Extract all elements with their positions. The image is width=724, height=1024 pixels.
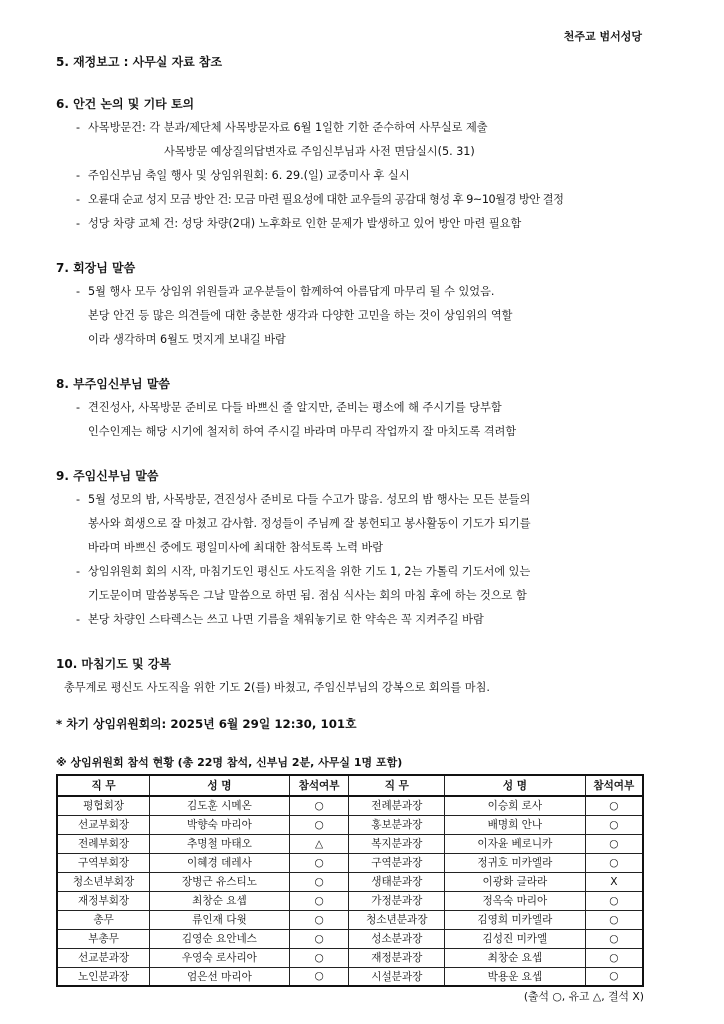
attendance-table: [56, 774, 644, 987]
cell-attendance: ○: [585, 815, 643, 834]
section-6-item-4: 성당 차량 교체 건: 성당 차량(2대) 노후화로 인한 문제가 발생하고 있어 방안 마련 필요함: [88, 217, 522, 230]
cell-name: 추명철 마태오: [150, 834, 290, 853]
cell-attendance: ○: [585, 948, 643, 967]
minutes-body: [56, 52, 644, 1006]
cell-name: 최창순 요셉: [150, 891, 290, 910]
section-9-b-line-2: 기도문이며 말씀봉독은 그날 말씀으로 하면 됨. 점심 식사는 회의 마침 후에 하는 것으로 함: [88, 589, 527, 602]
table-row: [57, 891, 643, 910]
cell-attendance: ○: [585, 834, 643, 853]
list-item: - 상임위원회 회의 시작, 마침기도인 평신도 사도직을 위한 기도 1, 2는 가톨릭 기도서에 있는 기도문이며 말씀봉독은 그날 말씀으로 하면 됨. 점심 식사는 회의 마침 후에 하는 것으로 함: [56, 560, 644, 608]
cell-name: 이자윤 베로니카: [445, 834, 586, 853]
cell-name: 최창순 요셉: [445, 948, 586, 967]
cell-attendance: ○: [289, 910, 349, 929]
section-9-b-line-1: 상임위원회 회의 시작, 마침기도인 평신도 사도직을 위한 기도 1, 2는 가톨릭 기도서에 있는: [88, 565, 531, 578]
cell-name: 김영순 요안네스: [150, 929, 290, 948]
cell-attendance: ○: [289, 948, 349, 967]
section-10-title: 10. 마침기도 및 강복: [56, 657, 171, 671]
table-row: [57, 853, 643, 872]
list-item: - 견진성사, 사목방문 준비로 다들 바쁘신 줄 알지만, 준비는 평소에 해 주시기를 당부함 인수인계는 해당 시기에 철저히 하여 주시길 바라며 마무리 작업까지 잘 마치도록 격려함: [56, 396, 644, 444]
cell-role: 노인분과장: [57, 967, 150, 986]
cell-attendance: ○: [585, 929, 643, 948]
cell-name: 박용운 요셉: [445, 967, 586, 986]
cell-attendance: ○: [289, 796, 349, 815]
header-attendance: 참석여부: [289, 775, 349, 796]
cell-name: 김성진 미카엘: [445, 929, 586, 948]
section-7: [56, 258, 644, 352]
table-row: [57, 796, 643, 815]
cell-role: 선교분과장: [57, 948, 150, 967]
cell-role: 시설분과장: [349, 967, 445, 986]
header-name: 성 명: [445, 775, 586, 796]
cell-role: 청소년분과장: [349, 910, 445, 929]
cell-name: 장병근 유스티노: [150, 872, 290, 891]
cell-attendance: ○: [289, 891, 349, 910]
cell-name: 이승희 로사: [445, 796, 586, 815]
cell-name: 배명희 안나: [445, 815, 586, 834]
cell-attendance: ○: [585, 891, 643, 910]
section-7-line-3: 이라 생각하며 6월도 멋지게 보내길 바람: [88, 333, 286, 346]
cell-attendance: ○: [289, 815, 349, 834]
table-row: [57, 967, 643, 986]
list-item: - 성당 차량 교체 건: 성당 차량(2대) 노후화로 인한 문제가 발생하고 있어 방안 마련 필요함: [56, 212, 644, 236]
cell-attendance: ○: [585, 796, 643, 815]
cell-name: 김영희 미카엘라: [445, 910, 586, 929]
cell-attendance: ○: [289, 872, 349, 891]
section-10: [56, 654, 644, 700]
cell-role: 청소년부회장: [57, 872, 150, 891]
section-6-title: 6. 안건 논의 및 기타 토의: [56, 97, 195, 111]
section-7-line-2: 본당 안건 등 많은 의견들에 대한 충분한 생각과 다양한 고민을 하는 것이 상임위의 역할: [88, 309, 513, 322]
section-5-title: 5. 재정보고 : 사무실 자료 참조: [56, 55, 223, 69]
section-6-item-1b: 사목방문 예상질의답변자료 주임신부님과 사전 면담실시(5. 31): [164, 145, 475, 158]
section-5: [56, 52, 644, 72]
header-attendance: 참석여부: [585, 775, 643, 796]
section-6-item-1: 사목방문건: 각 분과/제단체 사목방문자료 6월 1일한 기한 준수하여 사무실로 제출: [88, 121, 488, 134]
attendance-body: [57, 796, 643, 986]
cell-name: 정귀호 미카엘라: [445, 853, 586, 872]
cell-attendance: ○: [289, 967, 349, 986]
cell-role: 부총무: [57, 929, 150, 948]
cell-role: 성소분과장: [349, 929, 445, 948]
next-meeting: * 차기 상임위원회의: 2025년 6월 29일 12:30, 101호: [56, 717, 357, 731]
section-6-item-3: 오륜대 순교 성지 모금 방안 건: 모금 마련 필요성에 대한 교우들의 공감대 형성 후 9~10월경 방안 결정: [88, 193, 564, 206]
cell-name: 정옥숙 마리아: [445, 891, 586, 910]
table-row: [57, 948, 643, 967]
table-row: [57, 834, 643, 853]
cell-name: 류인재 다윗: [150, 910, 290, 929]
section-8: [56, 374, 644, 444]
section-6: [56, 94, 644, 236]
cell-name: 이광화 글라라: [445, 872, 586, 891]
cell-role: 가정분과장: [349, 891, 445, 910]
cell-role: 홍보분과장: [349, 815, 445, 834]
cell-role: 선교부회장: [57, 815, 150, 834]
cell-name: 이혜경 데레사: [150, 853, 290, 872]
cell-attendance: ○: [585, 853, 643, 872]
attendance-title: ※ 상임위원회 참석 현황 (총 22명 참석, 신부님 2분, 사무실 1명 포함): [56, 756, 403, 769]
list-item: - 5월 행사 모두 상임위 위원들과 교우분들이 함께하여 아름답게 마무리 될 수 있었음. 본당 안건 등 많은 의견들에 대한 충분한 생각과 다양한 고민을 하는 것이 상임위의 역할 이라 생각하며 6월도 멋지게 보내길 바람: [56, 280, 644, 352]
section-6-item-2: 주임신부님 축일 행사 및 상임위원회: 6. 29.(일) 교중미사 후 실시: [88, 169, 410, 182]
section-8-line-2: 인수인계는 해당 시기에 철저히 하여 주시길 바라며 마무리 작업까지 잘 마치도록 격려함: [88, 425, 517, 438]
cell-role: 전례분과장: [349, 796, 445, 815]
organization-name: 천주교 범서성당: [563, 30, 642, 43]
list-item: - 주임신부님 축일 행사 및 상임위원회: 6. 29.(일) 교중미사 후 실시: [56, 164, 644, 188]
list-item: - 5월 성모의 밤, 사목방문, 견진성사 준비로 다들 수고가 많음. 성모의 밤 행사는 모든 분들의 봉사와 희생으로 잘 마쳤고 감사함. 정성들이 주님께 잘 봉헌되고 봉사활동이 기도가 되기를 바라며 바쁘신 중에도 평일미사에 최대한 참석토록 노력 바람: [56, 488, 644, 560]
attendance-header-row: [57, 775, 643, 796]
cell-attendance: ○: [289, 929, 349, 948]
section-10-line-1: 총무계로 평신도 사도직을 위한 기도 2(를) 바쳤고, 주임신부님의 강복으로 회의를 마침.: [64, 681, 490, 694]
table-row: [57, 910, 643, 929]
table-row: [57, 929, 643, 948]
section-9-a-line-2: 봉사와 희생으로 잘 마쳤고 감사함. 정성들이 주님께 잘 봉헌되고 봉사활동이 기도가 되기를: [88, 517, 531, 530]
list-item: - 본당 차량인 스타렉스는 쓰고 나면 기름을 채워놓기로 한 약속은 꼭 지켜주길 바람: [56, 608, 644, 632]
cell-role: 구역부회장: [57, 853, 150, 872]
section-7-title: 7. 회장님 말씀: [56, 261, 136, 275]
cell-attendance: ○: [585, 967, 643, 986]
section-9-a-line-1: 5월 성모의 밤, 사목방문, 견진성사 준비로 다들 수고가 많음. 성모의 밤 행사는 모든 분들의: [88, 493, 531, 506]
cell-name: 엄은선 마리아: [150, 967, 290, 986]
cell-role: 전례부회장: [57, 834, 150, 853]
section-9-c-line-1: 본당 차량인 스타렉스는 쓰고 나면 기름을 채워놓기로 한 약속은 꼭 지켜주길 바람: [88, 613, 484, 626]
list-item-continuation: [56, 140, 644, 164]
header-role: 직 무: [57, 775, 150, 796]
list-item: - 사목방문건: 각 분과/제단체 사목방문자료 6월 1일한 기한 준수하여 사무실로 제출: [56, 116, 644, 140]
cell-attendance: X: [585, 872, 643, 891]
cell-attendance: ○: [585, 910, 643, 929]
table-row: [57, 872, 643, 891]
table-row: [57, 815, 643, 834]
section-9-title: 9. 주임신부님 말씀: [56, 469, 159, 483]
cell-role: 평협회장: [57, 796, 150, 815]
cell-name: 우영숙 로사리아: [150, 948, 290, 967]
cell-role: 복지분과장: [349, 834, 445, 853]
cell-role: 재정부회장: [57, 891, 150, 910]
cell-attendance: ○: [289, 853, 349, 872]
cell-role: 구역분과장: [349, 853, 445, 872]
cell-attendance: △: [289, 834, 349, 853]
cell-role: 총무: [57, 910, 150, 929]
cell-role: 생태분과장: [349, 872, 445, 891]
cell-name: 박향숙 마리아: [150, 815, 290, 834]
section-9: [56, 466, 644, 632]
section-7-line-1: 5월 행사 모두 상임위 위원들과 교우분들이 함께하여 아름답게 마무리 될 수 있었음.: [88, 285, 495, 298]
cell-name: 김도훈 시메온: [150, 796, 290, 815]
header-role: 직 무: [349, 775, 445, 796]
section-9-a-line-3: 바라며 바쁘신 중에도 평일미사에 최대한 참석토록 노력 바람: [88, 541, 384, 554]
list-item: - 오륜대 순교 성지 모금 방안 건: 모금 마련 필요성에 대한 교우들의 공감대 형성 후 9~10월경 방안 결정: [56, 188, 644, 212]
header-name: 성 명: [150, 775, 290, 796]
section-8-line-1: 견진성사, 사목방문 준비로 다들 바쁘신 줄 알지만, 준비는 평소에 해 주시기를 당부함: [88, 401, 502, 414]
cell-role: 재정분과장: [349, 948, 445, 967]
section-8-title: 8. 부주임신부님 말씀: [56, 377, 171, 391]
attendance-legend: (출석 ○, 유고 △, 결석 X): [523, 990, 644, 1003]
